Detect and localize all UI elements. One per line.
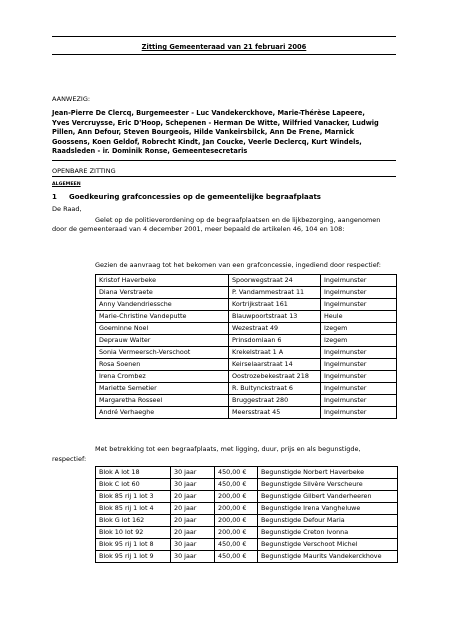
agenda-item-title	[52, 193, 321, 201]
table-cell-city: Ingelmunster	[321, 275, 397, 287]
table-row	[96, 371, 397, 383]
table-cell-name: Sonia Vermeersch-Verschoot	[96, 347, 229, 359]
table-cell-duration: 20 jaar	[171, 527, 215, 539]
paragraph-1-line-2: door de gemeenteraad van 4 december 2001, meer bepaald de artikelen 46, 104 en 108:	[52, 225, 345, 233]
section-heading: OPENBARE ZITTING	[52, 167, 116, 175]
table-cell-price: 200,00 €	[215, 527, 258, 539]
attendance-line: Goossens, Koen Geldof, Robrecht Kindt, Jan Coucke, Veerle Declercq, Kurt Windels,	[52, 137, 362, 146]
table-row	[96, 515, 398, 527]
table-cell-beneficiary: Begunstigde Maurits Vandekerckhove	[258, 551, 398, 563]
table-cell-duration: 20 jaar	[171, 491, 215, 503]
table-cell-street: Meersstraat 45	[229, 407, 321, 419]
table-cell-city: Ingelmunster	[321, 407, 397, 419]
table-cell-plot: Blok 10 lot 92	[96, 527, 171, 539]
attendance-line: Jean-Pierre De Clercq, Burgemeester - Luc Vandekerckhove, Marie-Thérèse Lapeere,	[52, 109, 365, 117]
concessions-table	[95, 466, 398, 563]
table-cell-street: R. Bultynckstraat 6	[229, 383, 321, 395]
table-cell-name: Rosa Soenen	[96, 359, 229, 371]
table-cell-beneficiary: Begunstigde Verschoot Michel	[258, 539, 398, 551]
table-row	[96, 335, 397, 347]
paragraph-3-line-2: respectief:	[52, 455, 87, 463]
table-cell-duration: 30 jaar	[171, 551, 215, 563]
agenda-item-number: 1	[52, 193, 57, 201]
attendance-list	[52, 109, 396, 157]
table-cell-beneficiary: Begunstigde Gilbert Vanderheeren	[258, 491, 398, 503]
table-cell-plot: Blok G lot 162	[96, 515, 171, 527]
table-cell-beneficiary: Begunstigde Creton Ivonna	[258, 527, 398, 539]
title-rule	[52, 54, 396, 55]
table-row	[96, 491, 398, 503]
table-cell-beneficiary: Begunstigde Defour Maria	[258, 515, 398, 527]
table-cell-duration: 20 jaar	[171, 503, 215, 515]
table-cell-beneficiary: Begunstigde Norbert Haverbeke	[258, 467, 398, 479]
applicants-table	[95, 274, 397, 419]
table-row	[96, 395, 397, 407]
table-cell-street: Oostrozebekestraat 218	[229, 371, 321, 383]
table-cell-city: Ingelmunster	[321, 383, 397, 395]
table-cell-name: Kristof Haverbeke	[96, 275, 229, 287]
table-cell-street: Blauwpoortstraat 13	[229, 311, 321, 323]
table-cell-street: Prinsdomlaan 6	[229, 335, 321, 347]
table-row	[96, 467, 398, 479]
table-cell-price: 450,00 €	[215, 551, 258, 563]
page-title: Zitting Gemeenteraad van 21 februari 2006	[141, 43, 307, 51]
table-cell-plot: Blok 95 rij 1 lot 9	[96, 551, 171, 563]
table-row	[96, 503, 398, 515]
greeting: De Raad,	[52, 205, 82, 213]
table-cell-price: 200,00 €	[215, 503, 258, 515]
table-cell-street: Wezestraat 49	[229, 323, 321, 335]
table-cell-duration: 30 jaar	[171, 479, 215, 491]
table-cell-name: Mariette Semetier	[96, 383, 229, 395]
table-cell-city: Ingelmunster	[321, 287, 397, 299]
table-cell-plot: Blok A lot 18	[96, 467, 171, 479]
table-cell-beneficiary: Begunstigde Irena Vangheluwe	[258, 503, 398, 515]
section-rule-top	[52, 160, 396, 161]
paragraph-2: Gezien de aanvraag tot het bekomen van een grafconcessie, ingediend door respectief:	[95, 261, 381, 269]
table-row	[96, 299, 397, 311]
table-cell-plot: Blok 95 rij 1 lot 8	[96, 539, 171, 551]
table-cell-street: Krekelstraat 1 A	[229, 347, 321, 359]
table-cell-duration: 30 jaar	[171, 467, 215, 479]
table-cell-street: Spoorwegstraat 24	[229, 275, 321, 287]
table-cell-street: Keirselaarstraat 14	[229, 359, 321, 371]
table-cell-street: P. Vandammestraat 11	[229, 287, 321, 299]
table-row	[96, 527, 398, 539]
table-row	[96, 311, 397, 323]
table-cell-street: Kortrijkstraat 161	[229, 299, 321, 311]
table-cell-price: 450,00 €	[215, 467, 258, 479]
section-rule-bottom	[52, 176, 396, 177]
attendance-line: Raadsleden - ir. Dominik Ronse, Gemeentesecretaris	[52, 147, 248, 156]
attendance-label: AANWEZIG:	[52, 95, 91, 103]
table-cell-city: Izegem	[321, 335, 397, 347]
table-cell-city: Ingelmunster	[321, 371, 397, 383]
table-cell-price: 200,00 €	[215, 491, 258, 503]
table-cell-street: Bruggestraat 280	[229, 395, 321, 407]
table-cell-price: 450,00 €	[215, 539, 258, 551]
table-cell-name: Marie-Christine Vandeputte	[96, 311, 229, 323]
table-cell-city: Ingelmunster	[321, 347, 397, 359]
agenda-item-text: Goedkeuring grafconcessies op de gemeentelijke begraafplaats	[69, 193, 321, 201]
table-cell-duration: 20 jaar	[171, 515, 215, 527]
table-row	[96, 359, 397, 371]
table-cell-plot: Blok 85 rij 1 lot 3	[96, 491, 171, 503]
table-cell-name: André Verhaeghe	[96, 407, 229, 419]
paragraph-3-line-1: Met betrekking tot een begraafplaats, met ligging, duur, prijs en als begunstigde,	[95, 445, 361, 453]
table-row	[96, 275, 397, 287]
category-label: ALGEMEEN	[52, 182, 81, 187]
table-row	[96, 347, 397, 359]
table-row	[96, 551, 398, 563]
table-cell-duration: 30 jaar	[171, 539, 215, 551]
table-cell-name: Irena Crombez	[96, 371, 229, 383]
table-cell-city: Ingelmunster	[321, 395, 397, 407]
table-cell-name: Deprauw Walter	[96, 335, 229, 347]
table-cell-plot: Blok 85 rij 1 lot 4	[96, 503, 171, 515]
table-cell-beneficiary: Begunstigde Silvère Verscheure	[258, 479, 398, 491]
table-cell-price: 200,00 €	[215, 515, 258, 527]
table-row	[96, 407, 397, 419]
table-cell-plot: Blok C lot 60	[96, 479, 171, 491]
table-row	[96, 383, 397, 395]
table-row	[96, 539, 398, 551]
table-cell-city: Ingelmunster	[321, 299, 397, 311]
paragraph-1-line-1: Gelet op de politieverordening op de begraafplaatsen en de lijkbezorging, aangenomen	[95, 216, 381, 224]
table-cell-name: Diana Verstraete	[96, 287, 229, 299]
table-row	[96, 479, 398, 491]
table-cell-city: Izegem	[321, 323, 397, 335]
table-cell-name: Margaretha Rosseel	[96, 395, 229, 407]
top-rule	[52, 36, 396, 37]
table-cell-name: Goeminne Noel	[96, 323, 229, 335]
table-cell-city: Ingelmunster	[321, 359, 397, 371]
table-cell-name: Anny Vandendriessche	[96, 299, 229, 311]
attendance-line: Yves Vercruysse, Eric D'Hoop, Schepenen - Herman De Witte, Wilfried Vanacker, Ludwig	[52, 118, 379, 127]
attendance-line: Pillen, Ann Defour, Steven Bourgeois, Hilde Vankeirsbilck, Ann De Frene, Marnick	[52, 128, 355, 137]
table-cell-price: 450,00 €	[215, 479, 258, 491]
table-row	[96, 287, 397, 299]
table-cell-city: Heule	[321, 311, 397, 323]
table-row	[96, 323, 397, 335]
